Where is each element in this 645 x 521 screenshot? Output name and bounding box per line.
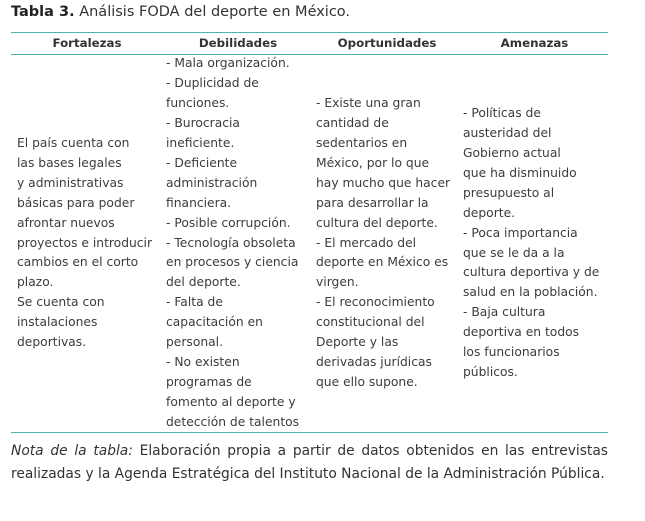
cell-line: derivadas jurídicas bbox=[316, 354, 432, 369]
cell-line: financiera. bbox=[166, 195, 232, 210]
cell-line: - Deficiente bbox=[166, 155, 238, 170]
cell-fortalezas bbox=[11, 55, 163, 432]
cell-line: funciones. bbox=[166, 96, 230, 111]
cell-line: virgen. bbox=[316, 275, 359, 290]
cell-line: - Falta de bbox=[166, 295, 223, 310]
header-fortalezas: Fortalezas bbox=[52, 36, 122, 50]
cell-line: - Duplicidad de bbox=[166, 76, 259, 91]
cell-line: plazo. bbox=[17, 275, 54, 290]
table-header-row bbox=[11, 33, 608, 54]
cell-line: austeridad del bbox=[463, 126, 552, 141]
cell-line: fomento al deporte y bbox=[166, 394, 296, 409]
table-note-text: Elaboración propia a partir de datos obtenidos en las entrevistas realizadas y la Agenda Estratégica del Instituto Nacional de la Administración Pública. bbox=[11, 443, 608, 482]
cell-line: ineficiente. bbox=[166, 136, 235, 151]
cell-line: deportiva en todos bbox=[463, 325, 580, 340]
cell-amenazas bbox=[461, 55, 608, 432]
cell-line: afrontar nuevos bbox=[17, 215, 115, 230]
cell-line: cambios en el corto bbox=[17, 255, 139, 270]
cell-line: salud en la población. bbox=[463, 285, 598, 300]
cell-line: México, por lo que bbox=[316, 155, 430, 170]
cell-line: y administrativas bbox=[17, 175, 124, 190]
cell-line: personal. bbox=[166, 335, 224, 350]
cell-line: instalaciones bbox=[17, 315, 98, 330]
cell-line: administración bbox=[166, 175, 258, 190]
cell-line: - Tecnología obsoleta bbox=[166, 235, 296, 250]
cell-line: constitucional del bbox=[316, 315, 425, 330]
cell-line: Se cuenta con bbox=[17, 295, 105, 310]
cell-line: para desarrollar la bbox=[316, 195, 429, 210]
cell-line: las bases legales bbox=[17, 155, 122, 170]
cell-line: deporte. bbox=[463, 205, 516, 220]
cell-line: - El mercado del bbox=[316, 235, 417, 250]
cell-line: capacitación en bbox=[166, 315, 263, 330]
cell-line: hay mucho que hacer bbox=[316, 175, 451, 190]
cell-line: que se le da a la bbox=[463, 245, 565, 260]
cell-line: programas de bbox=[166, 374, 252, 389]
cell-line: que ello supone. bbox=[316, 374, 418, 389]
cell-line: básicas para poder bbox=[17, 195, 135, 210]
cell-oportunidades bbox=[313, 55, 461, 432]
cell-line: cultura deportiva y de bbox=[463, 265, 600, 280]
header-debilidades: Debilidades bbox=[198, 36, 278, 50]
cell-line: públicos. bbox=[463, 364, 518, 379]
table-note bbox=[11, 440, 608, 486]
cell-line: - Baja cultura bbox=[463, 305, 546, 320]
cell-debilidades bbox=[163, 55, 313, 432]
cell-line: Deporte y las bbox=[316, 335, 399, 350]
cell-line: cantidad de bbox=[316, 116, 389, 131]
cell-line: - Poca importancia bbox=[463, 225, 578, 240]
table-note-label: Nota de la tabla: bbox=[11, 443, 133, 459]
cell-line: en procesos y ciencia bbox=[166, 255, 299, 270]
cell-line: cultura del deporte. bbox=[316, 215, 438, 230]
table-caption-title: Análisis FODA del deporte en México. bbox=[79, 4, 351, 20]
cell-line: - Existe una gran bbox=[316, 96, 421, 111]
cell-line: - Mala organización. bbox=[166, 56, 290, 71]
table-caption bbox=[11, 4, 350, 20]
cell-line: proyectos e introducir bbox=[17, 235, 153, 250]
cell-line: El país cuenta con bbox=[17, 136, 130, 151]
header-oportunidades: Oportunidades bbox=[337, 36, 437, 50]
cell-line: detección de talentos bbox=[166, 414, 300, 429]
cell-line: que ha disminuido bbox=[463, 165, 577, 180]
cell-line: Gobierno actual bbox=[463, 145, 561, 160]
cell-line: del deporte. bbox=[166, 275, 241, 290]
cell-line: sedentarios en bbox=[316, 136, 408, 151]
cell-line: deportivas. bbox=[17, 335, 87, 350]
cell-line: - Posible corrupción. bbox=[166, 215, 291, 230]
table-body-row bbox=[11, 55, 608, 432]
cell-line: - Burocracia bbox=[166, 116, 240, 131]
header-amenazas: Amenazas bbox=[500, 36, 569, 50]
cell-line: presupuesto al bbox=[463, 185, 555, 200]
table-bottom-rule bbox=[11, 432, 608, 433]
cell-line: - No existen bbox=[166, 354, 240, 369]
cell-line: - Políticas de bbox=[463, 106, 541, 121]
cell-line: los funcionarios bbox=[463, 345, 560, 360]
cell-line: - El reconocimiento bbox=[316, 295, 435, 310]
cell-line: deporte en México es bbox=[316, 255, 449, 270]
table-caption-label: Tabla 3. bbox=[11, 4, 75, 20]
